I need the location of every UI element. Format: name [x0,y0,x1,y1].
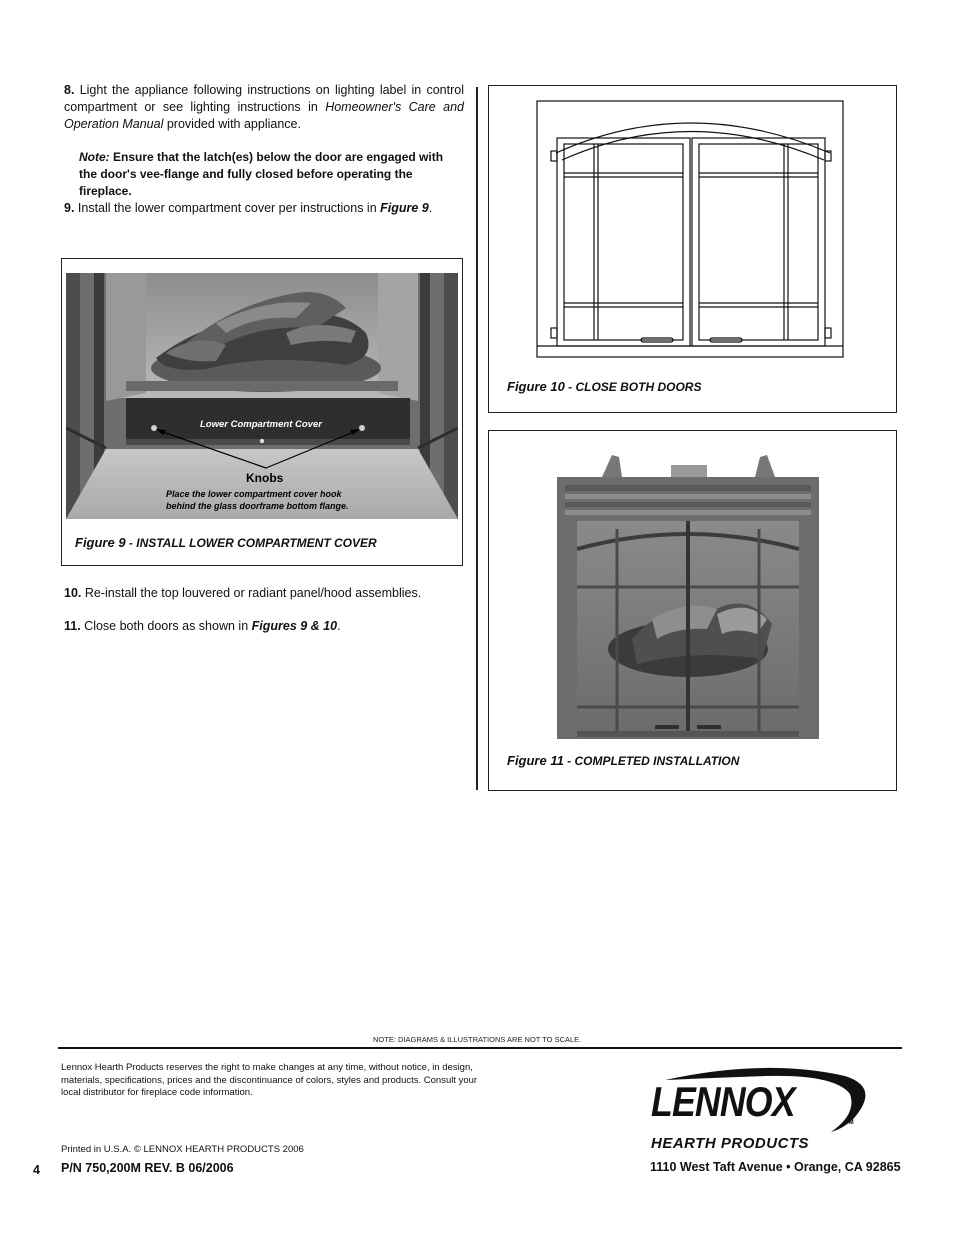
figure-11-caption-title: Figure 11 [507,753,564,768]
step-11-number: 11. [64,619,81,633]
figure-11-photo [557,449,819,739]
step-8-number: 8. [64,83,75,97]
figure-9-photo [66,273,458,519]
figure-10 [488,85,897,413]
step-11 [64,618,464,635]
figure-9-caption-sub: - INSTALL LOWER COMPARTMENT COVER [125,536,377,550]
figure-11-caption-sub: - COMPLETED INSTALLATION [563,754,740,768]
closed-doors-diagram [534,98,854,360]
step-9-text: Install the lower compartment cover per instructions in [74,201,381,215]
figure-9 [61,258,463,566]
footer-rule [58,1047,902,1049]
disclaimer: Lennox Hearth Products reserves the right to make changes at any time, without notice, in design, materials, specifications, prices and the discontinuance of colors, styles and products. Consult your local distributor for fireplace code information. [61,1062,478,1098]
step-10-number: 10. [64,586,82,600]
hearth-products-label: HEARTH PRODUCTS [651,1135,810,1152]
figure-9-caption-title: Figure 9 [75,535,126,550]
note-label: Note: [79,150,110,164]
label-knobs: Knobs [246,471,284,485]
figure-10-caption-title: Figure 10 [507,379,565,394]
completed-fireplace-illustration [557,449,819,739]
label-lower-compartment-cover: Lower Compartment Cover [200,419,322,430]
figure-11-caption [507,753,739,768]
step-8 [64,82,464,133]
step-9-end: . [428,201,433,215]
figure-10-caption [507,379,701,394]
step-11-end: . [337,619,341,633]
lennox-wordmark: LENNOX [651,1078,795,1125]
note-text: Ensure that the latch(es) below the door are engaged with the door's vee-flange and fully closed before operating the fireplace. [79,150,444,198]
figure-10-caption-sub: - CLOSE BOTH DOORS [564,380,702,394]
step-8-text-b: provided with appliance. [163,117,301,131]
part-number: P/N 750,200M REV. B 06/2006 [61,1161,234,1175]
figure-9-caption [75,535,377,550]
step-9 [64,200,464,217]
label-hook-instruction: Place the lower compartment cover hook behind the glass doorframe bottom flange. [166,489,349,511]
step-8-manual-title: Homeowner's Care and Operation Manual [64,100,464,131]
step-11-text: Close both doors as shown in [80,619,252,633]
trademark: TM [845,1120,854,1126]
printed-notice: Printed in U.S.A. © LENNOX HEARTH PRODUCTS 2006 [61,1144,304,1155]
step-10-text: Re-install the top louvered or radiant panel/hood assemblies. [81,586,422,600]
step-11-figure-ref: Figures 9 & 10 [251,619,338,633]
step-8-note [79,149,464,200]
lennox-logo [645,1062,875,1142]
figure-11 [488,430,897,791]
step-8-text-a: Light the appliance following instructions on lighting label in control compartment or see lighting instructions in [64,83,464,114]
step-9-number: 9. [64,201,75,215]
column-divider [476,87,478,790]
scale-note: NOTE: DIAGRAMS & ILLUSTRATIONS ARE NOT TO SCALE. [373,1035,582,1044]
address: 1110 West Taft Avenue • Orange, CA 92865 [650,1160,901,1174]
step-10 [64,585,464,602]
step-9-figure-ref: Figure 9 [380,201,429,215]
page-number: 4 [33,1163,40,1177]
